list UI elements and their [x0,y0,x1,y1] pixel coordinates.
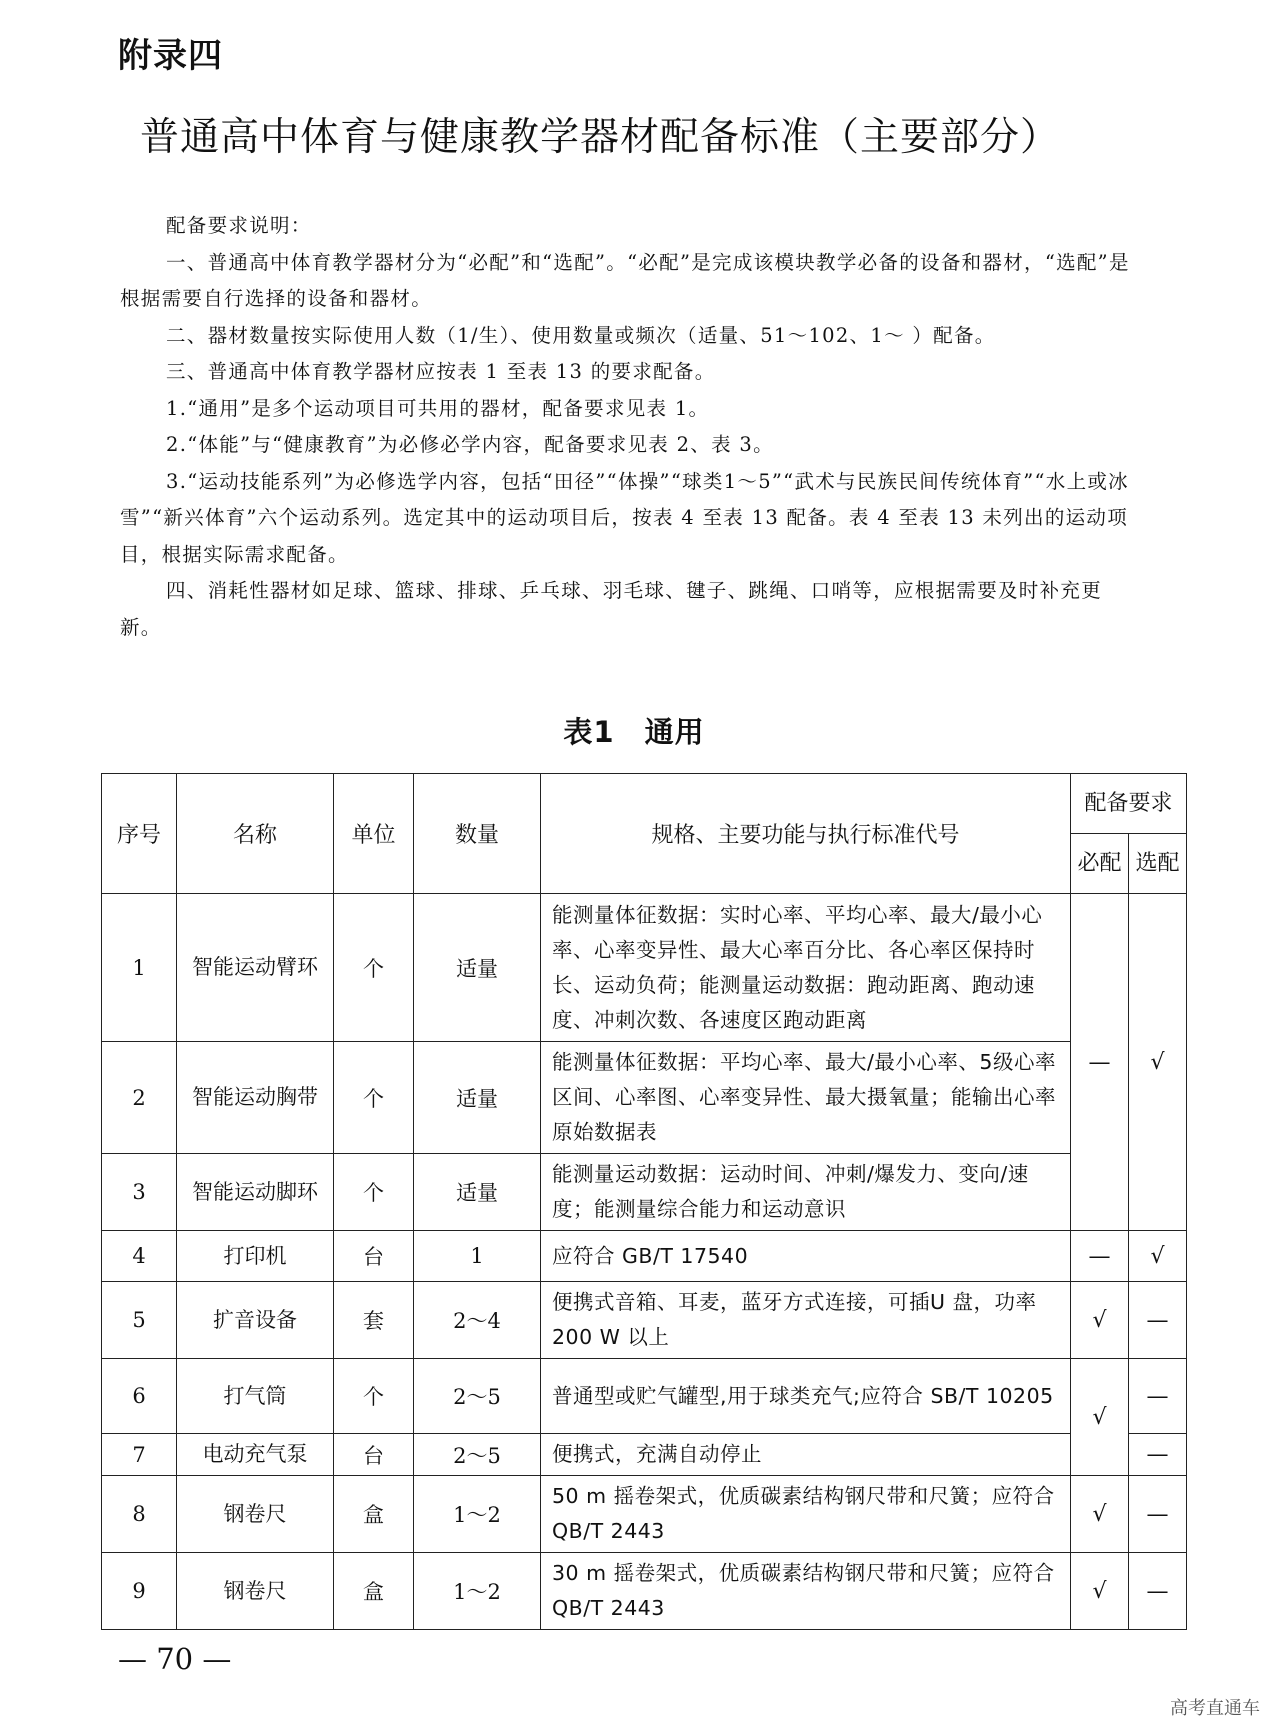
cell-quantity: 适量 [414,1154,541,1231]
table-row [102,894,1187,1042]
cell-optional: — [1129,1434,1187,1476]
cell-quantity: 1～2 [414,1476,541,1553]
table-row [102,1553,1187,1630]
note-paragraph: 三、普通高中体育教学器材应按表 1 至表 13 的要求配备。 [166,360,716,383]
table-title [0,710,1268,751]
cell-required: √ [1071,1359,1129,1476]
cell-index: 3 [102,1154,177,1231]
cell-optional: √ [1129,1231,1187,1282]
cell-optional: — [1129,1553,1187,1630]
cell-required: √ [1071,1282,1129,1359]
cell-name: 打气筒 [177,1359,334,1434]
note-paragraph: 一、普通高中体育教学器材分为“必配”和“选配”。“必配”是完成该模块教学必备的设备和器材，“选配”是根据需要自行选择的设备和器材。 [120,250,1130,310]
cell-spec: 30 m 摇卷架式，优质碳素结构钢尺带和尺簧；应符合 QB/T 2443 [541,1553,1071,1630]
cell-unit: 套 [334,1282,414,1359]
cell-optional: — [1129,1359,1187,1434]
note-paragraph: 二、器材数量按实际使用人数（1/生）、使用数量或频次（适量、51～102、1～ ）配备。 [166,323,996,347]
table-row [102,1282,1187,1359]
cell-spec: 能测量体征数据：实时心率、平均心率、最大/最小心率、心率变异性、最大心率百分比、各心率区保持时长、运动负荷；能测量运动数据：跑动距离、跑动速度、冲刺次数、各速度区跑动距离 [541,894,1071,1042]
cell-optional: — [1129,1476,1187,1553]
table-row [102,1434,1187,1476]
note-paragraph: 2.“体能”与“健康教育”为必修必学内容，配备要求见表 2、表 3。 [166,433,774,456]
cell-required: — [1071,1231,1129,1282]
cell-index: 8 [102,1476,177,1553]
header-unit: 单位 [334,774,414,894]
table-header-row [102,774,1187,834]
note-paragraph: 1.“通用”是多个运动项目可共用的器材，配备要求见表 1。 [166,396,710,420]
cell-quantity: 2～5 [414,1434,541,1476]
cell-optional: √ [1129,894,1187,1231]
page-number: — 70 — [118,1642,232,1676]
cell-spec: 普通型或贮气罐型,用于球类充气;应符合 SB/T 10205 [541,1359,1071,1434]
table-row [102,1154,1187,1231]
header-index: 序号 [102,774,177,894]
cell-unit: 盒 [334,1553,414,1630]
cell-required: √ [1071,1553,1129,1630]
notes-heading: 配备要求说明： [166,214,312,237]
cell-index: 4 [102,1231,177,1282]
cell-name: 钢卷尺 [177,1553,334,1630]
cell-optional: — [1129,1282,1187,1359]
table-number: 表1 [563,715,615,749]
cell-name: 智能运动胸带 [177,1042,334,1154]
cell-index: 1 [102,894,177,1042]
cell-name: 钢卷尺 [177,1476,334,1553]
page-title: 普通高中体育与健康教学器材配备标准（主要部分） [139,115,1060,160]
cell-name: 智能运动脚环 [177,1154,334,1231]
cell-quantity: 1 [414,1231,541,1282]
note-paragraph: 四、消耗性器材如足球、篮球、排球、乒乓球、羽毛球、毽子、跳绳、口哨等，应根据需要及时补充更新。 [120,579,1103,639]
cell-index: 5 [102,1282,177,1359]
header-required: 必配 [1071,834,1129,894]
watermark: 高考直通车 [1170,1698,1260,1719]
cell-spec: 便携式，充满自动停止 [541,1434,1071,1476]
cell-unit: 盒 [334,1476,414,1553]
cell-required: √ [1071,1476,1129,1553]
cell-index: 9 [102,1553,177,1630]
table-row [102,1042,1187,1154]
cell-quantity: 2～5 [414,1359,541,1434]
cell-spec: 50 m 摇卷架式，优质碳素结构钢尺带和尺簧；应符合 QB/T 2443 [541,1476,1071,1553]
note-paragraph: 3.“运动技能系列”为必修选学内容，包括“田径”“体操”“球类1～5”“武术与民族民间传统体育”“水上或冰雪”“新兴体育”六个运动系列。选定其中的运动项目后，按表 4 至表 13 配备。表 4 至表 13 未列出的运动项目，根据实际需求配备。 [120,469,1129,566]
notes-section [120,208,1130,646]
cell-name: 打印机 [177,1231,334,1282]
cell-name: 电动充气泵 [177,1434,334,1476]
cell-name: 扩音设备 [177,1282,334,1359]
cell-index: 6 [102,1359,177,1434]
header-name: 名称 [177,774,334,894]
cell-index: 2 [102,1042,177,1154]
cell-unit: 个 [334,894,414,1042]
cell-spec: 能测量体征数据：平均心率、最大/最小心率、5级心率区间、心率图、心率变异性、最大摄氧量；能输出心率原始数据表 [541,1042,1071,1154]
header-requirement: 配备要求 [1071,774,1187,834]
cell-unit: 个 [334,1042,414,1154]
cell-index: 7 [102,1434,177,1476]
cell-quantity: 适量 [414,1042,541,1154]
cell-unit: 台 [334,1434,414,1476]
cell-unit: 个 [334,1154,414,1231]
table-name: 通用 [644,715,705,749]
cell-name: 智能运动臂环 [177,894,334,1042]
cell-required: — [1071,894,1129,1231]
cell-quantity: 适量 [414,894,541,1042]
cell-spec: 应符合 GB/T 17540 [541,1231,1071,1282]
cell-unit: 台 [334,1231,414,1282]
table-row [102,1231,1187,1282]
header-spec: 规格、主要功能与执行标准代号 [541,774,1071,894]
cell-quantity: 1～2 [414,1553,541,1630]
cell-spec: 能测量运动数据：运动时间、冲刺/爆发力、变向/速度；能测量综合能力和运动意识 [541,1154,1071,1231]
cell-unit: 个 [334,1359,414,1434]
equipment-table [101,773,1187,1630]
cell-quantity: 2～4 [414,1282,541,1359]
header-optional: 选配 [1129,834,1187,894]
cell-spec: 便携式音箱、耳麦，蓝牙方式连接，可插U 盘，功率 200 W 以上 [541,1282,1071,1359]
header-quantity: 数量 [414,774,541,894]
appendix-label: 附录四 [118,36,223,76]
table-row [102,1476,1187,1553]
table-row [102,1359,1187,1434]
